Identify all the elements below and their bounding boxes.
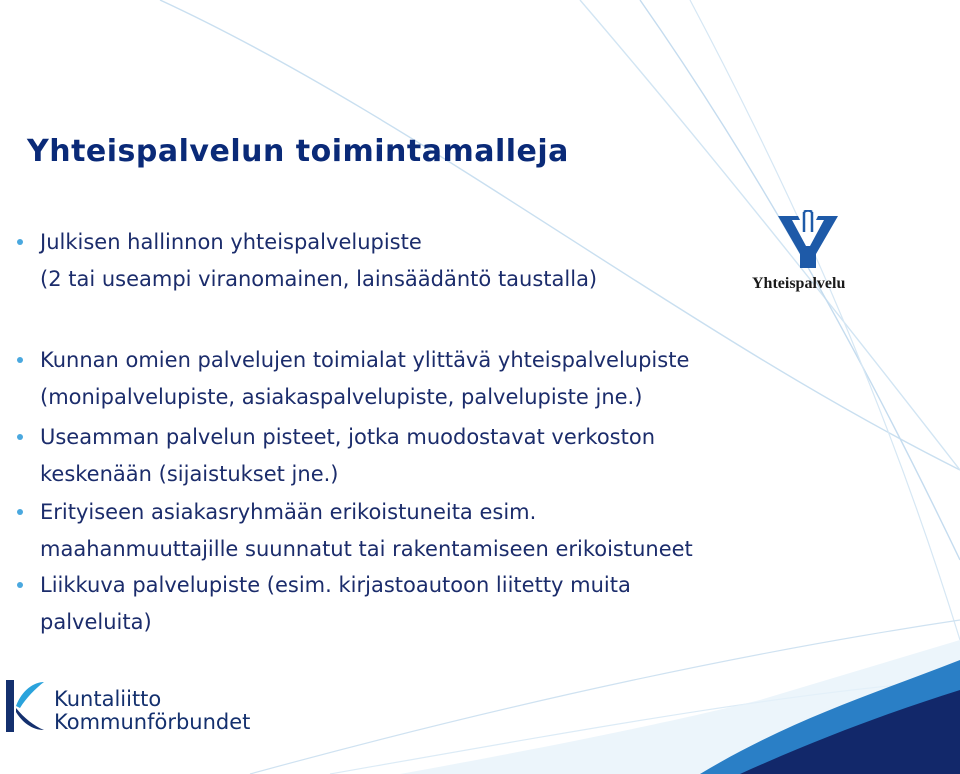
bullet-line: maahanmuuttajille suunnatut tai rakentamiseen erikoistuneet bbox=[40, 537, 693, 561]
bullet-dot bbox=[17, 582, 23, 588]
kuntaliitto-logo-text: Kuntaliitto bbox=[54, 687, 162, 711]
bullet-line: palveluita) bbox=[40, 610, 152, 634]
kommunforbundet-logo-text: Kommunförbundet bbox=[54, 710, 251, 734]
bullet-line: Liikkuva palvelupiste (esim. kirjastoautoon liitetty muita bbox=[40, 573, 631, 597]
bullet-dot bbox=[17, 434, 23, 440]
bullet-line: Julkisen hallinnon yhteispalvelupiste bbox=[40, 230, 422, 254]
bullet-item bbox=[40, 494, 693, 568]
bullet-item bbox=[40, 342, 689, 416]
yhteispalvelu-logo-text: Yhteispalvelu bbox=[752, 275, 846, 292]
bullet-item bbox=[40, 419, 655, 493]
slide-title: Yhteispalvelun toimintamalleja bbox=[27, 134, 569, 169]
bullet-line: (monipalvelupiste, asiakaspalvelupiste, palvelupiste jne.) bbox=[40, 385, 643, 409]
bullet-dot bbox=[17, 509, 23, 515]
bullet-line: (2 tai useampi viranomainen, lainsäädäntö taustalla) bbox=[40, 267, 598, 291]
bullet-dot bbox=[17, 239, 23, 245]
bullet-line: Erityiseen asiakasryhmään erikoistuneita esim. bbox=[40, 500, 537, 524]
bullet-line: Useamman palvelun pisteet, jotka muodostavat verkoston bbox=[40, 425, 656, 449]
bullet-item bbox=[40, 224, 597, 298]
kuntaliitto-logo-icon bbox=[2, 676, 46, 736]
bullet-dot bbox=[17, 357, 23, 363]
bullet-item bbox=[40, 567, 631, 641]
bullet-line: Kunnan omien palvelujen toimialat ylittävä yhteispalvelupiste bbox=[40, 348, 690, 372]
bullet-line: keskenään (sijaistukset jne.) bbox=[40, 462, 339, 486]
